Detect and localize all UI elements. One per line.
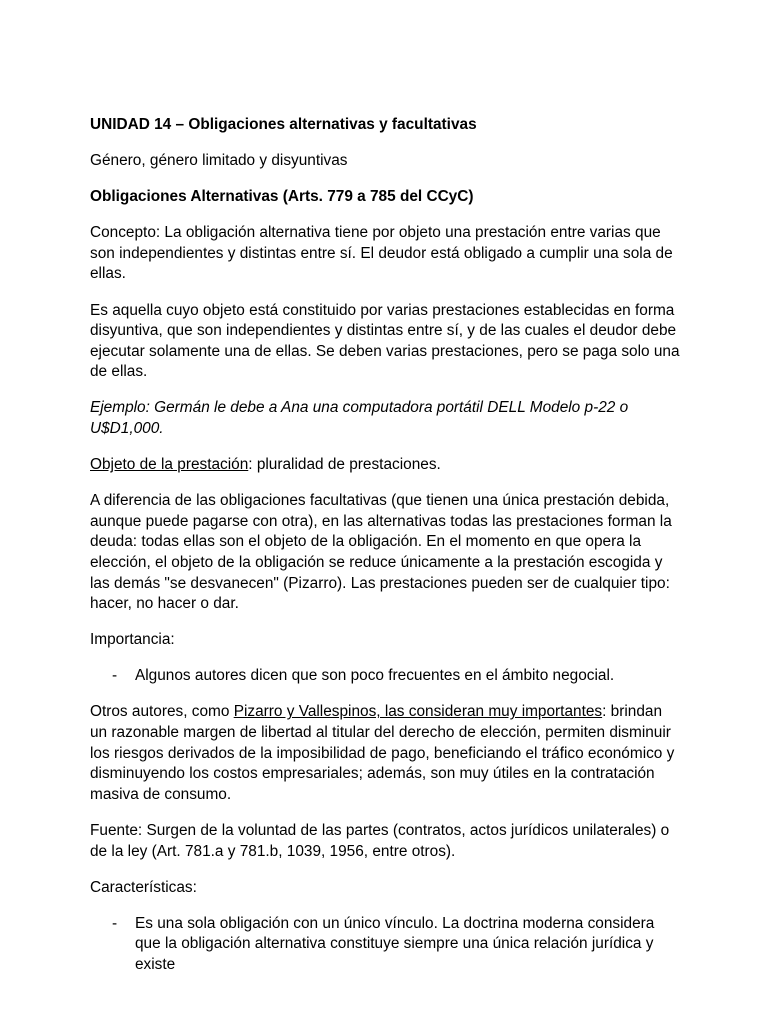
document-title: UNIDAD 14 – Obligaciones alternativas y facultativas — [90, 116, 477, 133]
source-paragraph: Fuente: Surgen de la voluntad de las partes (contratos, actos jurídicos unilaterales) o de la ley (Art. 781.a y 781.b, 1039, 1956, entre otros). — [90, 821, 670, 860]
bullet-dash: - — [112, 914, 118, 932]
list-item-text: Algunos autores dicen que son poco frecuentes en el ámbito negocial. — [135, 667, 615, 685]
characteristics-list — [90, 914, 682, 976]
bullet-dash: - — [112, 667, 118, 685]
others-prefix: Otros autores, como — [90, 703, 234, 721]
list-item — [90, 914, 682, 976]
others-rest: : brindan un razonable margen de libertad al titular del derecho de elección, permiten disminuir los riesgos derivados de la imposibilidad de pago, beneficiando el tráfico económico y disminuyendo los costos empresariales; además, son muy útiles en la contratación masiva de consumo. — [90, 703, 675, 803]
document-page — [90, 115, 682, 991]
list-item-text: Es una sola obligación con un único vínculo. La doctrina moderna considera que la obligación alternativa constituye siempre una única relación jurídica y existe — [135, 914, 655, 973]
object-paragraph — [90, 455, 682, 476]
difference-paragraph: A diferencia de las obligaciones facultativas (que tienen una única prestación debida, aunque puede pagarse con otra), en las alternativas todas las prestaciones forman la deuda: todas ellas son el objeto de la obligación. En el momento en que opera la elección, el objeto de la obligación se reduce únicamente a la prestación escogida y las demás "se desvanecen" (Pizarro). Las prestaciones pueden ser de cualquier tipo: hacer, no hacer o dar. — [90, 492, 672, 613]
others-underlined: Pizarro y Vallespinos, las consideran muy importantes — [233, 703, 603, 721]
section-heading: Obligaciones Alternativas (Arts. 779 a 785 del CCyC) — [90, 188, 474, 206]
object-text: : pluralidad de prestaciones. — [248, 456, 441, 474]
object-label: Objeto de la prestación — [90, 456, 249, 474]
others-paragraph — [90, 702, 682, 805]
concept-paragraph: Concepto: La obligación alternativa tiene por objeto una prestación entre varias que son independientes y distintas entre sí. El deudor está obligado a cumplir una sola de ellas. — [90, 224, 673, 283]
definition-paragraph: Es aquella cuyo objeto está constituido por varias prestaciones establecidas en forma disyuntiva, que son independientes y distintas entre sí, y de las cuales el deudor debe ejecutar solamente una de ellas. Se deben varias prestaciones, pero se paga solo una de ellas. — [90, 301, 680, 381]
characteristics-label: Características: — [90, 878, 197, 896]
list-item — [90, 666, 682, 687]
importance-list — [90, 666, 682, 687]
document-subtitle: Género, género limitado y disyuntivas — [90, 152, 348, 170]
example-paragraph: Ejemplo: Germán le debe a Ana una computadora portátil DELL Modelo p-22 o U$D1,000. — [90, 399, 629, 438]
importance-label: Importancia: — [90, 631, 175, 649]
